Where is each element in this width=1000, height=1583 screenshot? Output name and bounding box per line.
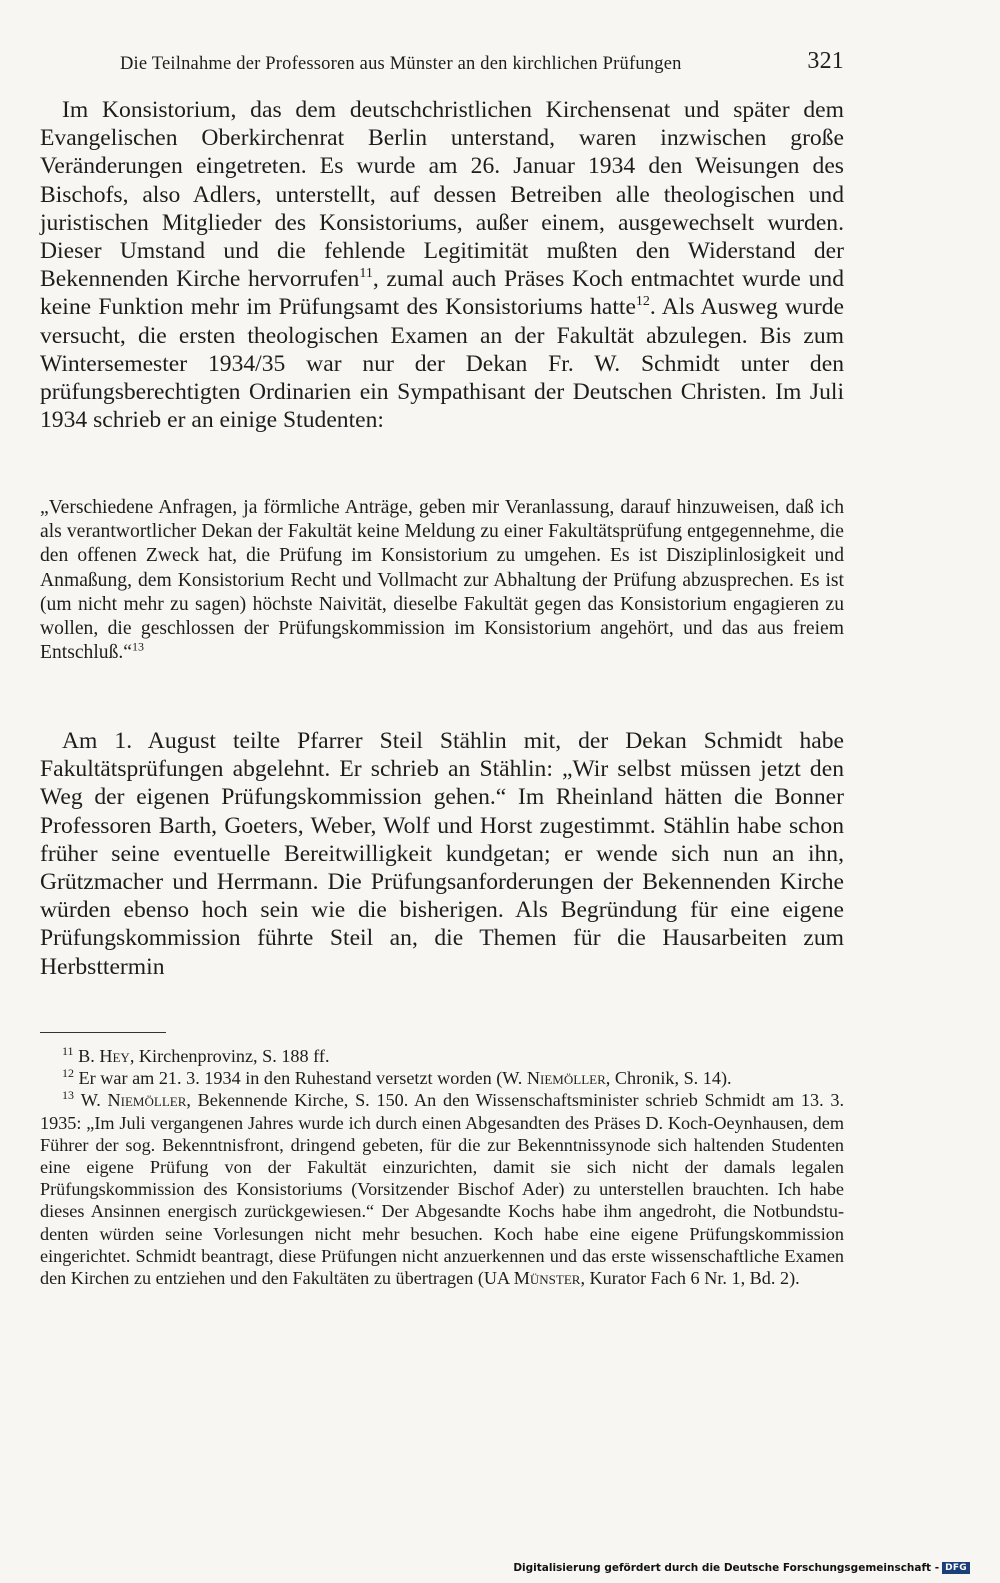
footnote-13	[40, 1089, 844, 1289]
footnote-author: Niemöller	[526, 1068, 606, 1089]
text-run: , Chronik, S. 14).	[605, 1068, 732, 1089]
text-run: , zumal auch Präses Koch entmachtet wurde und keine Funktion mehr im Prüfungsamt des Konsistoriums hatte	[40, 266, 844, 321]
page-header	[120, 48, 844, 82]
footnote-author: W. Niemöller	[80, 1090, 187, 1111]
paragraph: Am 1. August teilte Pfarrer Steil Stählin mit, der Dekan Schmidt habe Fakultätsprüfungen abgelehnt. Er schrieb an Stählin: „Wir selbst müssen jetzt den Weg der eigenen Prüfungskommission gehen.“ Im Rheinland hätten die Bonner Professoren Barth, Goeters, Weber, Wolf und Horst zugestimmt. Stählin habe schon früher seine eventuelle Bereitwilligkeit kundgetan; er wende sich nun an ihn, Grützmacher und Herrmann. Die Prüfungsanforderungen der Bekennenden Kirche würden ebenso hoch sein wie die bisherigen. Als Begründung für eine eigene Prüfungskommission führte Steil an, die Themen für die Hausarbeiten zum Herbsttermin	[40, 728, 844, 980]
footnote-number: 12	[62, 1066, 74, 1081]
quote-text	[40, 496, 844, 665]
text-run: , Kirchenprovinz, S. 188 ff.	[129, 1046, 330, 1066]
text-run: , Kurator Fach 6 Nr. 1, Bd. 2).	[580, 1268, 800, 1289]
footnote-ref-12: 12	[635, 294, 650, 310]
block-quote	[40, 496, 844, 665]
paragraph	[40, 96, 844, 434]
footnote-divider	[40, 1032, 166, 1033]
dfg-logo: DFG	[942, 1562, 970, 1574]
page-number: 321	[807, 48, 844, 74]
body-paragraph-1	[40, 96, 844, 434]
archive-name: Münster	[513, 1268, 581, 1289]
funding-banner	[513, 1559, 970, 1577]
footnotes	[40, 1045, 844, 1289]
footnote-11	[40, 1045, 844, 1067]
footnote-ref-11: 11	[359, 266, 373, 282]
text-run: „Verschiedene Anfragen, ja förmliche Anträge, geben mir Veranlassung, darauf hinzuweisen, daß ich als verantwortlicher Dekan der Fakultät keine Meldung zu einer Fakultätsprüfung entgegennehme, die den offenen Zweck hat, die Prüfung im Konsistorium zu umgehen. Es ist Disziplinlosigkeit und Anmaßung, dem Konsistorium Recht und Vollmacht zur Abhaltung der Prüfung abzusprechen. Es ist (um nicht mehr zu sagen) höchste Naivität, dieselbe Fakultät gegen das Konsistorium engagieren zu wollen, die geschlossen der Prüfungskommission im Konsistorium angehört, und das aus freiem Entschluß.“	[40, 497, 844, 664]
footnote-12	[40, 1067, 844, 1089]
running-title: Die Teilnahme der Professoren aus Münster an den kirchlichen Prüfungen	[120, 54, 682, 74]
footnote-author: B. Hey	[78, 1046, 130, 1066]
text-run: Im Konsistorium, das dem deutschchristlichen Kirchensenat und später dem Evangelischen Oberkirchenrat Berlin unterstand, waren inzwischen große Veränderungen eingetreten. Es wurde am 26. Januar 1934 den Weisungen des Bischofs, also Adlers, unterstellt, auf dessen Betreiben alle theologischen und juristischen Mitglieder des Konsistoriums, außer einem, ausgewechselt wurden. Dieser Umstand und die fehlende Legitimität mußten den Widerstand der Bekennenden Kirche hervorrufen	[40, 97, 844, 293]
footnote-ref-13: 13	[131, 639, 144, 654]
text-run: . Als Ausweg wurde versucht, die ersten theologischen Examen an der Fakultät abzulegen. Bis zum Wintersemester 1934/35 war nur der Dekan Fr. W. Schmidt unter den prüfungsberechtigten Ordinarien ein Sympathisant der Deutschen Christen. Im Juli 1934 schrieb er an einige Studenten:	[40, 294, 844, 434]
text-run: , Bekennende Kirche, S. 150. An den Wissenschaftsminister schrieb Schmidt am 13. 3. 1935: „Im Juli vergangenen Jahres wurde ich durch einen Abgesandten des Präses D. Koch-Oeynhausen, dem Führer der sog. Bekenntnisfront, dringend gebeten, für die zur Bekenntnissynode sich haltenden Studenten eine eigene Prüfung von der Fakultät einzurichten, damit sie sich nicht der damals legalen Prüfungskommission des Konsistoriums (Vorsitzender Bischof Ader) zu unterstellen brauchten. Ich habe dieses Ansinnen energisch zurückgewiesen.“ Der Abgesandte Kochs habe ihm angedroht, die Notbundstudenten würden seine Vorlesungen nicht mehr besuchen. Koch habe eine eigene Prüfungskommission eingerichtet. Schmidt beantragt, diese Prüfungen nicht anzuerkennen und das erste wissenschaftliche Examen den Kirchen zu entziehen und den Fakultäten zu übertragen (UA	[40, 1090, 845, 1289]
footnote-number: 11	[62, 1043, 74, 1058]
banner-text: Digitalisierung gefördert durch die Deutsche Forschungsgemeinschaft -	[513, 1562, 940, 1574]
footnote-number: 13	[62, 1088, 74, 1103]
text-run: Er war am 21. 3. 1934 in den Ruhestand versetzt worden (W.	[78, 1068, 527, 1089]
body-paragraph-2	[40, 727, 844, 981]
